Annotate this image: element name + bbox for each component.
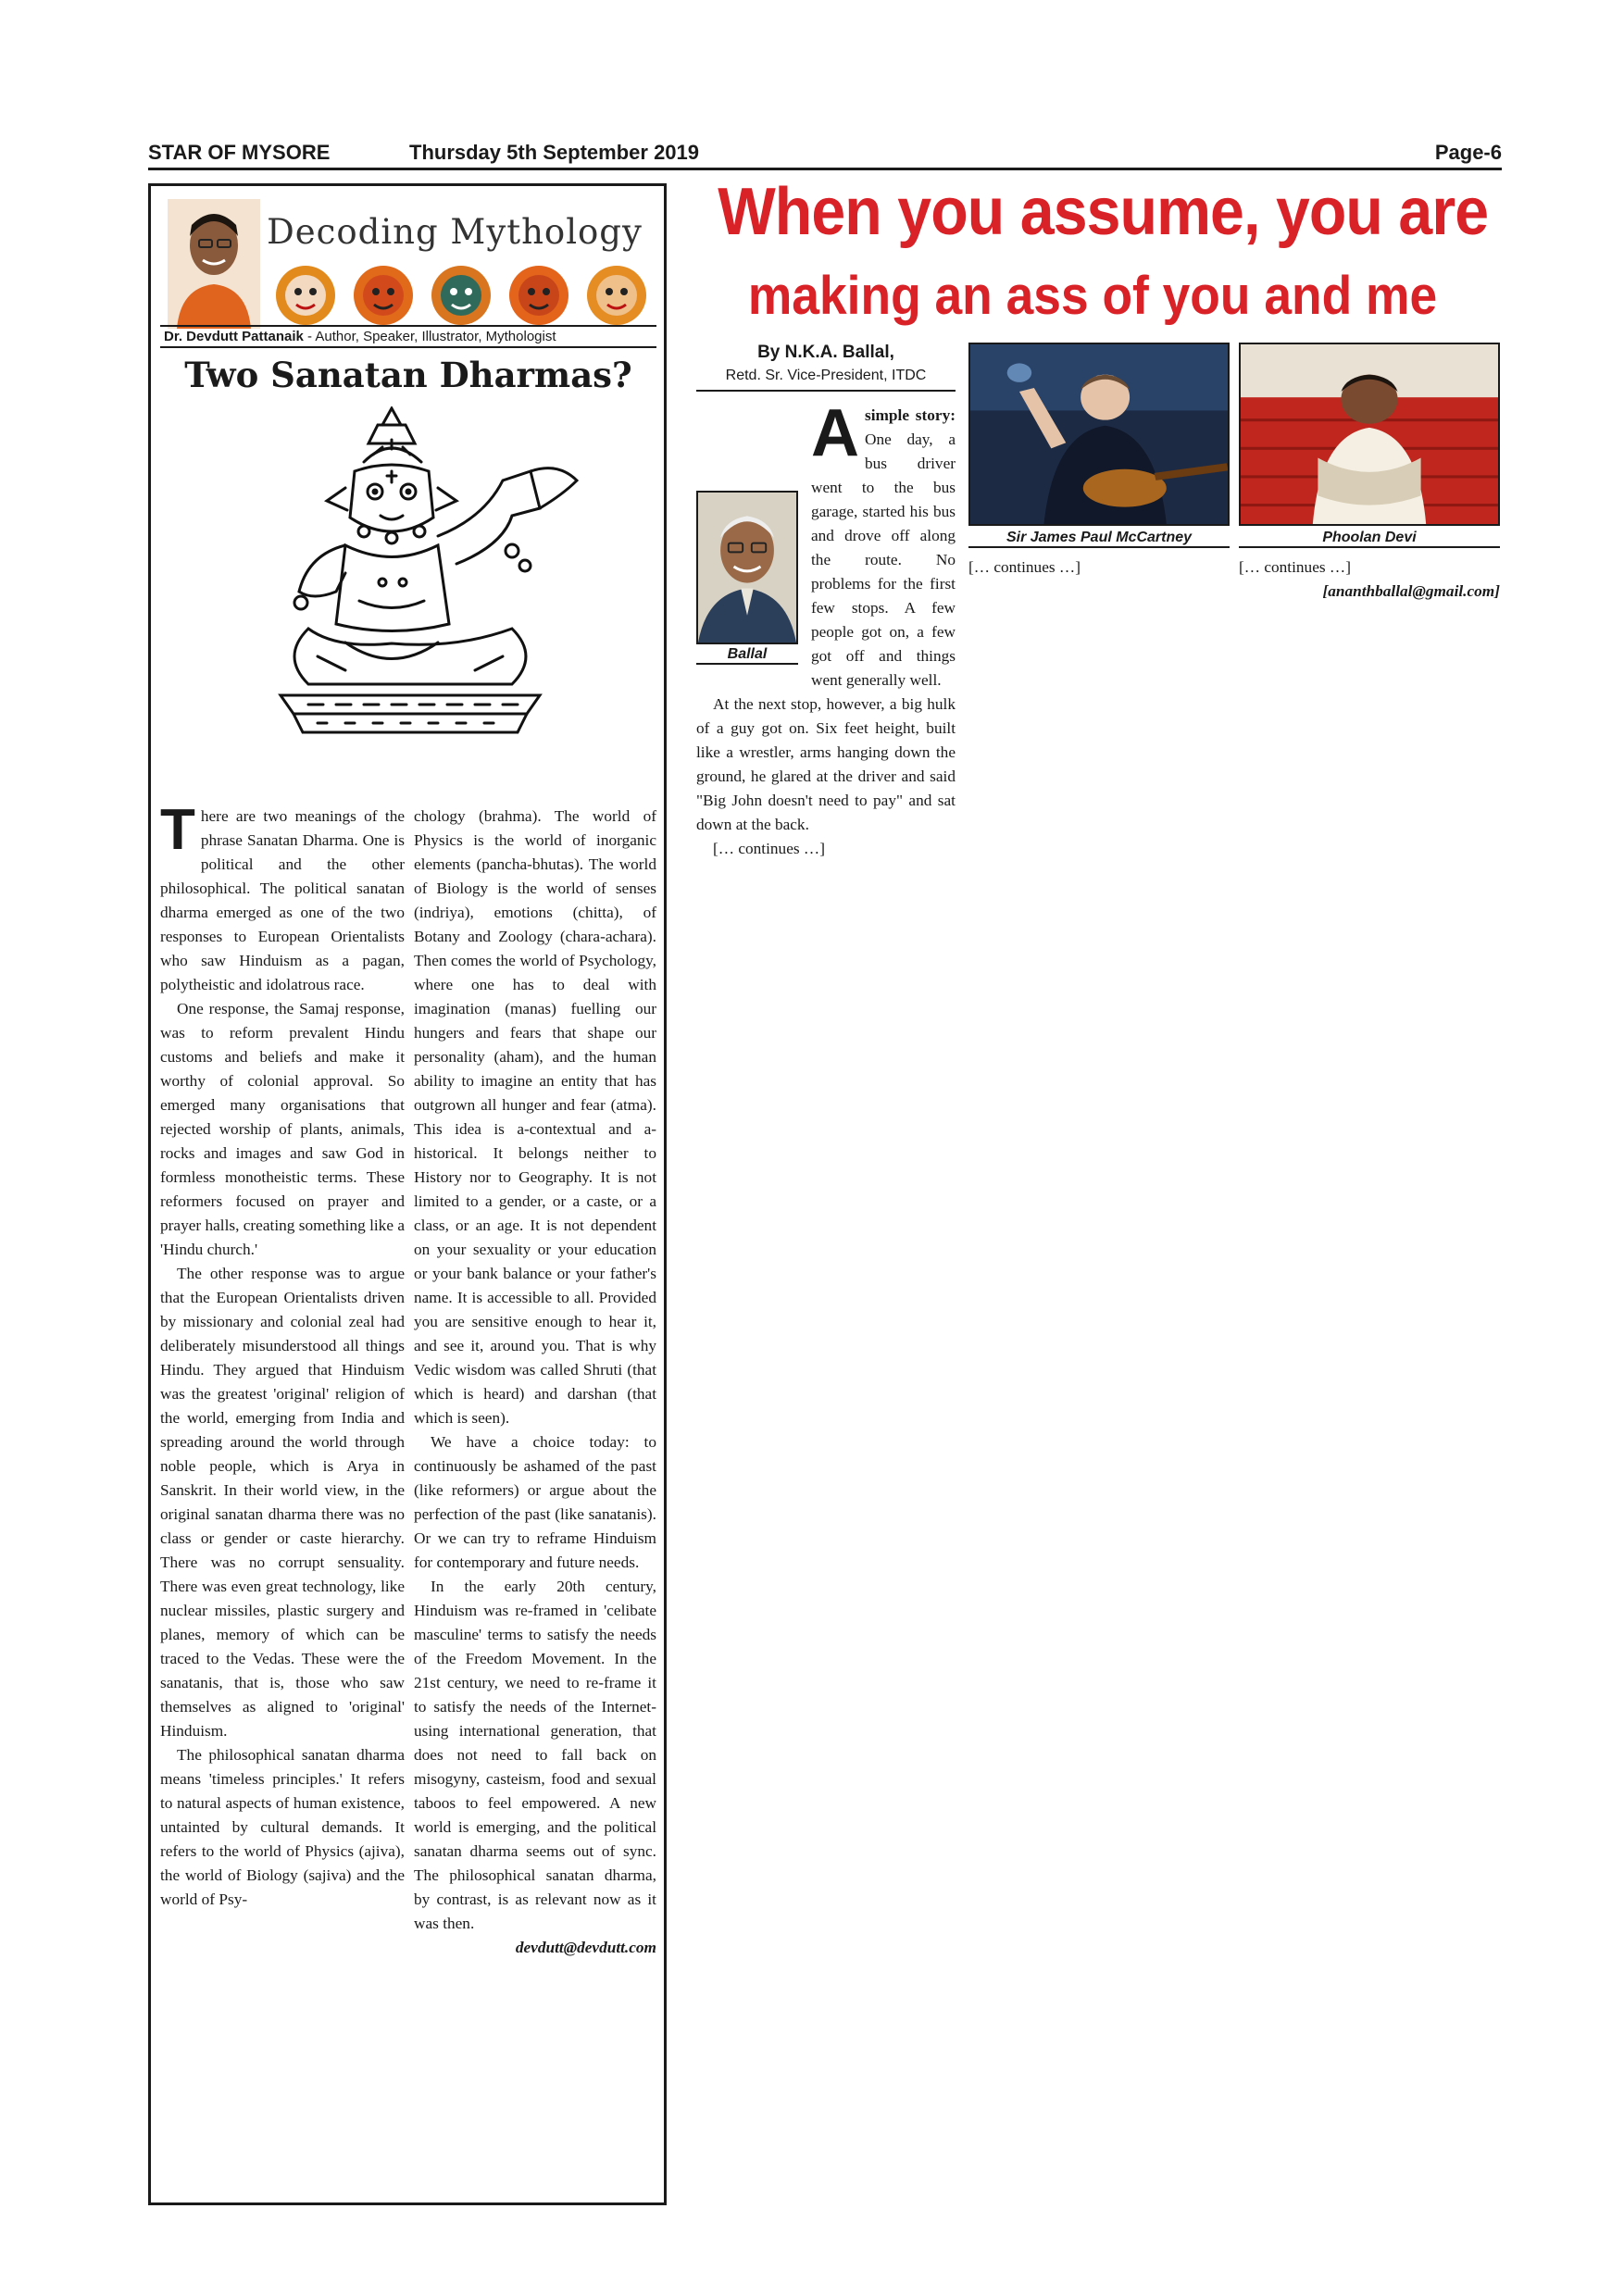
paragraph-text: One day, a bus driver went to the bus garage, started his bus and drove off along the route. No problems for the first few stops. A few people got on, a few got off and things went generally well. [811, 430, 956, 689]
author-portrait-image [168, 199, 260, 329]
author-byline [160, 325, 656, 348]
article-headline: Two Sanatan Dharmas? [184, 355, 632, 395]
story-column-2 [968, 555, 1230, 580]
story-column-1 [696, 396, 956, 861]
mask-1-icon [276, 266, 335, 325]
author-email: devdutt@devdutt.com [515, 1939, 656, 1956]
mask-4-icon [509, 266, 568, 325]
drop-cap-letter: A [811, 396, 859, 470]
issue-date: Thursday 5th September 2019 [409, 141, 700, 164]
story-paragraph: At the next stop, however, a big hulk of a guy got on. Six feet height, built like a wrestler, arms hanging down the ground, he glared at the driver and said "Big John doesn't need to pay" and sat down at the back. [696, 695, 956, 833]
mask-3-icon [431, 266, 491, 325]
phoolan-devi-caption: Phoolan Devi [1239, 530, 1500, 548]
mask-2-icon [354, 266, 413, 325]
drop-cap-letter: T [160, 798, 195, 862]
decoding-mythology-column [148, 183, 667, 2205]
story-column-3 [1239, 555, 1500, 604]
column-header [160, 193, 656, 342]
phoolan-devi-photo [1239, 343, 1500, 526]
myth-paragraph: In the early 20th century, Hinduism was re-framed in 'celibate masculine' terms to satisfy the needs of the Freedom Movement. In the 21st century, we need to re-frame it to satisfy the needs of the Internet-using international generation, that does not need to fall back on misogyny, casteism, food and sexual taboos to feel empowered. A new world is emerging, and the political sanatan dharma seems out of sync. The philosophical sanatan dharma, by contrast, is as relevant now as it was then. [414, 1578, 656, 1932]
story-headline-line-1: When you assume, you are [718, 175, 1489, 249]
mccartney-caption: Sir James Paul McCartney [968, 530, 1230, 548]
story-headline-line-2: making an ass of you and me [747, 266, 1438, 326]
mythology-masks-illustration [267, 260, 656, 331]
story-byline: By N.K.A. Ballal, [757, 343, 894, 362]
paragraph-text: here are two meanings of the phrase Sanatan Dharma. One is political and the other philosophical. The political sanatan dharma emerged as one of the two responses to European Orientalists who saw Hinduism as a pagan, polytheistic and idolatrous race. [160, 807, 405, 993]
masthead [148, 141, 1502, 170]
story-paragraph: [… continues …] [968, 558, 1081, 576]
newspaper-name: STAR OF MYSORE [148, 141, 331, 164]
myth-column-2 [414, 805, 656, 1960]
story-paragraph: [… continues …] [713, 840, 825, 857]
story-paragraph: [… continues …] [1239, 558, 1351, 576]
myth-paragraph: The philosophical sanatan dharma means 'timeless principles.' It refers to natural aspects of human existence, untainted by cultural demands. It refers to the world of Physics (ajiva), the world of Biology (sajiva) and the world of Psy- [160, 1746, 405, 1908]
photo-wrap-spacer [696, 404, 811, 678]
author-email: [ananthballal@gmail.com] [1322, 582, 1500, 600]
myth-paragraph: One response, the Samaj response, was to reform prevalent Hindu customs and beliefs and make it worthy of colonial approval. So emerged many organisations that rejected worship of plants, animals, rocks and images and saw God in formless monotheistic terms. These reformers focused on prayer and prayer halls, creating something like a 'Hindu church.' [160, 1000, 405, 1258]
author-name: Dr. Devdutt Pattanaik [164, 329, 304, 344]
myth-paragraph: chology (brahma). The world of Physics is the world of inorganic elements (pancha-bhutas). The world of Biology is the world of senses (indriya), emotions (chitta), of Botany and Zoology (chara-achara). Then comes the world of Psychology, where one has to deal with imagination (manas) fuelling our hungers and fears that shape our personality (aham), and the human ability to imagine an entity that has outgrown all hunger and fear (atma). This idea is a-contextual and a-historical. It belongs neither to History nor to Geography. It is not limited to a gender, or a caste, or a class, or an age. It is not dependent on your sexuality or your education or your bank balance or your father's name. It is accessible to all. Provided you are sensitive enough to hear it, and see it, around you. That is why Vedic wisdom was called Shruti (that which is heard) and darshan (that which is seen). [414, 807, 656, 1427]
author-description: - Author, Speaker, Illustrator, Mythologist [303, 329, 556, 344]
lead-in-bold: simple story: [865, 406, 956, 424]
mccartney-photo [968, 343, 1230, 526]
series-title: Decoding Mythology [267, 212, 643, 252]
myth-column-1 [160, 798, 405, 1912]
ballal-photo-caption: Ballal [696, 646, 798, 665]
mask-5-icon [587, 266, 646, 325]
page-number: Page-6 [1434, 141, 1502, 164]
myth-paragraph: We have a choice today: to continuously be ashamed of the past (like reformers) or argue about the perfection of the past (like sanatanis). Or we can try to reframe Hinduism for contemporary and future needs. [414, 1433, 656, 1571]
myth-paragraph [160, 798, 405, 997]
myth-paragraph: The other response was to argue that the European Orientalists driven by missionary and colonial zeal had deliberately misunderstood all things Hindu. They argued that Hinduism was the greatest 'original' religion of the world, emerging from India and spreading around the world through noble people, which is Arya in Sanskrit. In their world view, in the original sanatan dharma there was no class or gender or caste hierarchy. There was no corrupt sensuality. There was even great technology, like nuclear missiles, plastic surgery and planes, memory of which can be traced to the Vedas. These were the sanatanis, that is, those who saw themselves as aligned to 'original' Hinduism. [160, 1265, 405, 1740]
story-byline-role: Retd. Sr. Vice-President, ITDC [696, 368, 956, 392]
deity-line-drawing [206, 406, 614, 758]
